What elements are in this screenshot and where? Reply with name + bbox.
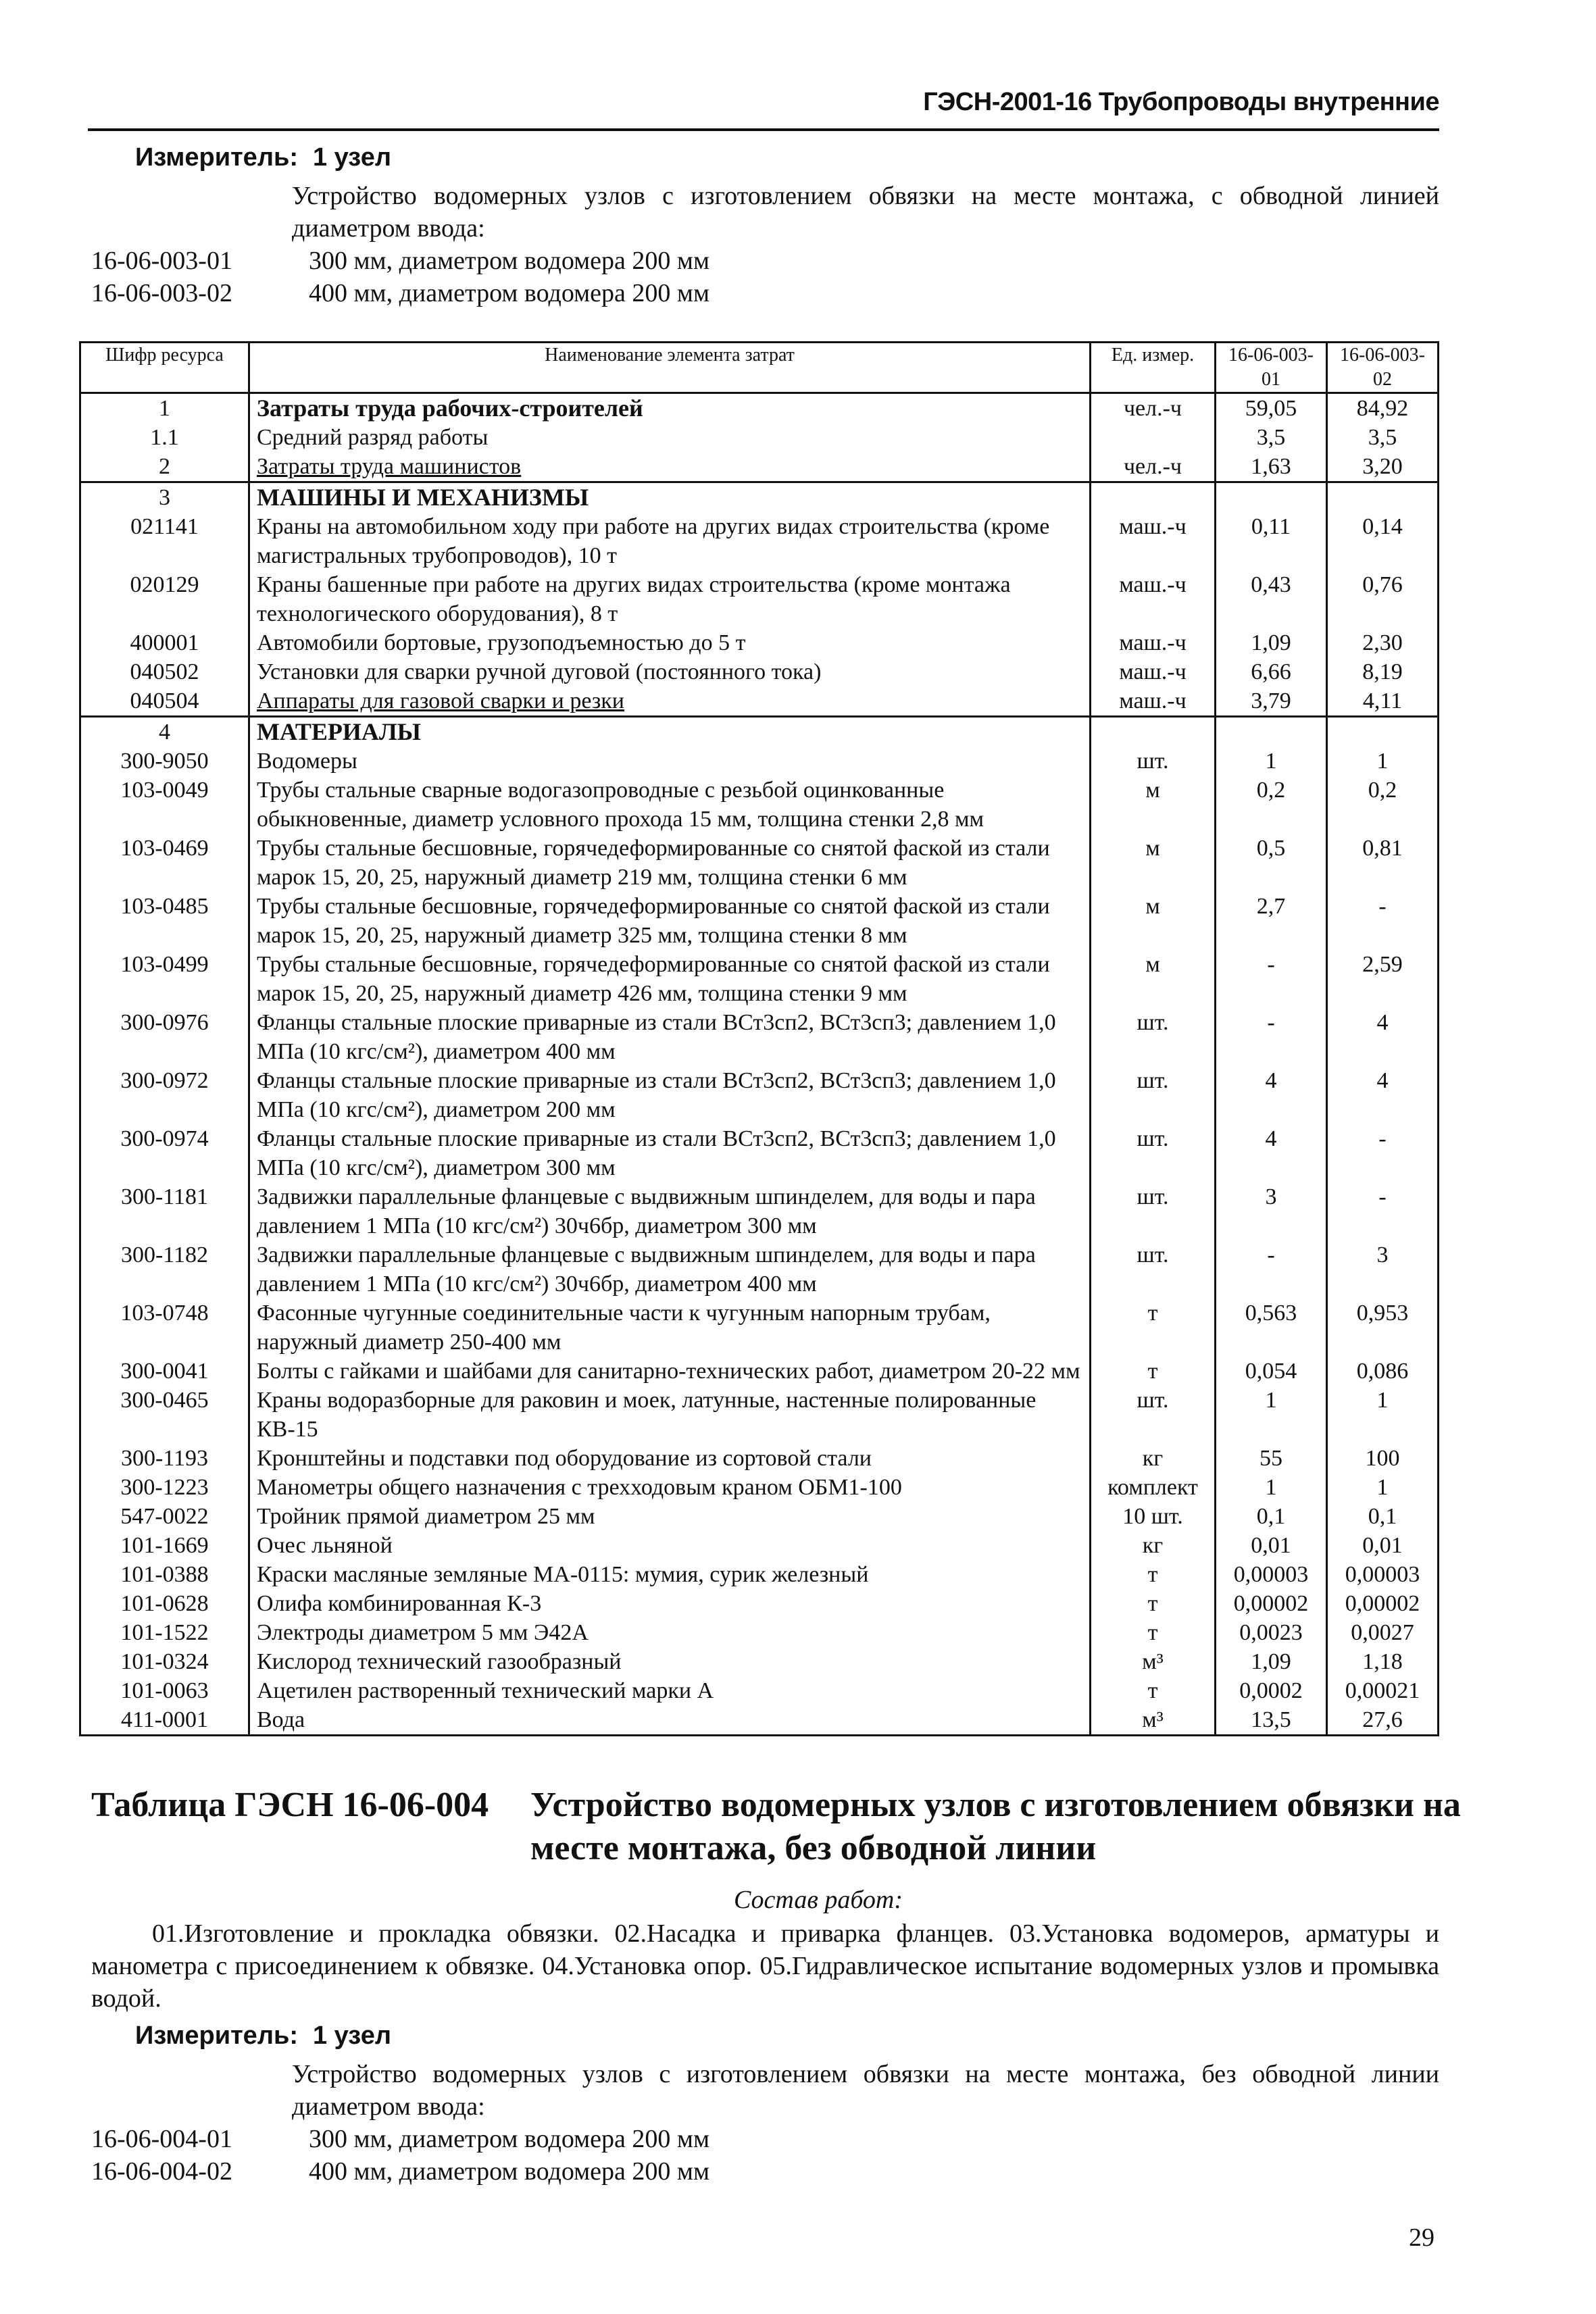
table-row — [80, 1647, 1439, 1676]
resource-code-cell: 103-0469 — [80, 834, 249, 892]
norm-text: 400 мм, диаметром водомера 200 мм — [309, 2157, 710, 2186]
resource-name-cell: Автомобили бортовые, грузоподъемностью до 5 т — [249, 628, 1091, 657]
table-row — [80, 1240, 1439, 1299]
meter-label: Измеритель: — [135, 143, 298, 172]
table-row — [80, 1066, 1439, 1124]
value-col2-cell: 4,11 — [1327, 686, 1439, 717]
code-line — [91, 2155, 709, 2188]
value-col1-cell: 1,09 — [1216, 1647, 1327, 1676]
meter-line — [135, 143, 391, 172]
unit-cell: кг — [1091, 1531, 1216, 1560]
value-col2-cell: 4 — [1327, 1008, 1439, 1066]
resource-name-cell: Водомеры — [249, 747, 1091, 776]
value-col2-cell: 1,18 — [1327, 1647, 1439, 1676]
value-col1-cell: 0,0002 — [1216, 1676, 1327, 1705]
value-col2-cell: 0,01 — [1327, 1531, 1439, 1560]
table-row — [80, 747, 1439, 776]
resource-name-cell: Средний разряд работы — [249, 423, 1091, 452]
unit-cell: кг — [1091, 1444, 1216, 1473]
resource-name-cell: Манометры общего назначения с трехходовым краном ОБМ1-100 — [249, 1473, 1091, 1502]
header-code: Шифр ресурса — [80, 343, 249, 393]
resource-code-cell: 103-0049 — [80, 776, 249, 834]
value-col1-cell: 0,563 — [1216, 1299, 1327, 1357]
unit-cell: комплект — [1091, 1473, 1216, 1502]
resource-name-cell: Фланцы стальные плоские приварные из стали ВСт3сп2, ВСт3сп3; давлением 1,0 МПа (10 кгс/см²), диаметром 400 мм — [249, 1008, 1091, 1066]
unit-cell: м — [1091, 776, 1216, 834]
page-number: 29 — [1409, 2223, 1435, 2252]
resource-code-cell: 547-0022 — [80, 1502, 249, 1531]
unit-cell: чел.-ч — [1091, 393, 1216, 424]
value-col2-cell — [1327, 482, 1439, 513]
value-col1-cell: 3 — [1216, 1182, 1327, 1240]
unit-cell: маш.-ч — [1091, 657, 1216, 686]
table-row — [80, 1008, 1439, 1066]
unit-cell: м³ — [1091, 1705, 1216, 1736]
work-composition-text: 01.Изготовление и прокладка обвязки. 02.Насадка и приварка фланцев. 03.Установка водомеров, арматуры и манометра с присоединением к обвязке. 04.Установка опор. 05.Гидравлическое испытание водомерных узлов и промывка водой. — [91, 1919, 1439, 2013]
value-col1-cell: - — [1216, 950, 1327, 1008]
code-line — [91, 245, 709, 277]
unit-cell — [1091, 717, 1216, 747]
value-col2-cell: - — [1327, 1124, 1439, 1182]
value-col2-cell: 84,92 — [1327, 393, 1439, 424]
resource-name-cell: Фланцы стальные плоские приварные из стали ВСт3сп2, ВСт3сп3; давлением 1,0 МПа (10 кгс/см²), диаметром 200 мм — [249, 1066, 1091, 1124]
table-row — [80, 423, 1439, 452]
resource-name-cell: Ацетилен растворенный технический марки А — [249, 1676, 1091, 1705]
value-col1-cell: 1 — [1216, 747, 1327, 776]
resource-code-cell: 101-0063 — [80, 1676, 249, 1705]
value-col2-cell: 4 — [1327, 1066, 1439, 1124]
unit-cell: маш.-ч — [1091, 686, 1216, 717]
value-col2-cell: 0,953 — [1327, 1299, 1439, 1357]
resource-code-cell: 103-0748 — [80, 1299, 249, 1357]
unit-cell: шт. — [1091, 1008, 1216, 1066]
resource-code-cell: 101-1522 — [80, 1618, 249, 1647]
table-row — [80, 1676, 1439, 1705]
value-col1-cell: 3,79 — [1216, 686, 1327, 717]
resource-name-cell: Тройник прямой диаметром 25 мм — [249, 1502, 1091, 1531]
header-col2: 16-06-003-02 — [1327, 343, 1439, 393]
running-header: ГЭСН-2001-16 Трубопроводы внутренние — [923, 88, 1439, 116]
unit-cell: шт. — [1091, 1240, 1216, 1299]
value-col1-cell: 3,5 — [1216, 423, 1327, 452]
resource-code-cell: 1 — [80, 393, 249, 424]
norm-text: 300 мм, диаметром водомера 200 мм — [309, 247, 710, 275]
table-row — [80, 1357, 1439, 1386]
meter-value: 1 узел — [312, 143, 391, 172]
resource-code-cell: 300-1193 — [80, 1444, 249, 1473]
unit-cell: маш.-ч — [1091, 512, 1216, 570]
meter-value: 1 узел — [312, 2021, 391, 2050]
table-row — [80, 1560, 1439, 1589]
unit-cell: шт. — [1091, 1124, 1216, 1182]
resource-code-cell: 300-0465 — [80, 1386, 249, 1444]
table-row — [80, 1502, 1439, 1531]
table-row — [80, 1473, 1439, 1502]
value-col2-cell: 0,00003 — [1327, 1560, 1439, 1589]
table-title: Устройство водомерных узлов с изготовлением обвязки на месте монтажа, без обводной линии — [530, 1786, 1461, 1867]
value-col1-cell: 0,0023 — [1216, 1618, 1327, 1647]
unit-cell: м³ — [1091, 1647, 1216, 1676]
value-col1-cell: 0,2 — [1216, 776, 1327, 834]
unit-cell: шт. — [1091, 1386, 1216, 1444]
resource-name-cell: Краны водоразборные для раковин и моек, латунные, настенные полированные КВ-15 — [249, 1386, 1091, 1444]
norm-code: 16-06-004-01 — [91, 2125, 232, 2153]
resource-name-cell: Фасонные чугунные соединительные части к чугунным напорным трубам, наружный диаметр 250-400 мм — [249, 1299, 1091, 1357]
value-col2-cell: 3,20 — [1327, 452, 1439, 482]
resource-code-cell: 300-0976 — [80, 1008, 249, 1066]
value-col1-cell: 1,63 — [1216, 452, 1327, 482]
table-row — [80, 1124, 1439, 1182]
table-row — [80, 1531, 1439, 1560]
table-row — [80, 452, 1439, 482]
value-col1-cell: 6,66 — [1216, 657, 1327, 686]
value-col1-cell: 13,5 — [1216, 1705, 1327, 1736]
unit-cell: м — [1091, 892, 1216, 950]
resource-name-cell: Трубы стальные бесшовные, горячедеформированные со снятой фаской из стали марок 15, 20, 25, наружный диаметр 325 мм, толщина стенки 8 мм — [249, 892, 1091, 950]
value-col2-cell: 2,30 — [1327, 628, 1439, 657]
norm-text: 400 мм, диаметром водомера 200 мм — [309, 279, 710, 307]
resource-code-cell: 101-1669 — [80, 1531, 249, 1560]
meter-line — [135, 2021, 391, 2051]
resource-code-cell: 101-0388 — [80, 1560, 249, 1589]
table-row — [80, 1705, 1439, 1736]
resource-name-cell: Очес льняной — [249, 1531, 1091, 1560]
resource-name-cell: Краны башенные при работе на других видах строительства (кроме монтажа технологического оборудования), 8 т — [249, 570, 1091, 628]
value-col2-cell: 0,0027 — [1327, 1618, 1439, 1647]
value-col2-cell: 0,76 — [1327, 570, 1439, 628]
value-col2-cell: 2,59 — [1327, 950, 1439, 1008]
norm-code: 16-06-004-02 — [91, 2157, 232, 2186]
unit-cell: т — [1091, 1299, 1216, 1357]
value-col2-cell: 3,5 — [1327, 423, 1439, 452]
table-row — [80, 686, 1439, 717]
value-col2-cell: 1 — [1327, 1386, 1439, 1444]
value-col1-cell: 1 — [1216, 1386, 1327, 1444]
value-col1-cell: 2,7 — [1216, 892, 1327, 950]
unit-cell — [1091, 423, 1216, 452]
code-line — [91, 277, 709, 309]
resource-name-cell: Болты с гайками и шайбами для санитарно-технических работ, диаметром 20-22 мм — [249, 1357, 1091, 1386]
value-col1-cell: 0,11 — [1216, 512, 1327, 570]
resource-code-cell: 300-0041 — [80, 1357, 249, 1386]
resource-code-cell: 300-0972 — [80, 1066, 249, 1124]
value-col1-cell: 59,05 — [1216, 393, 1327, 424]
value-col2-cell: 1 — [1327, 747, 1439, 776]
table-row — [80, 482, 1439, 513]
value-col2-cell: 0,086 — [1327, 1357, 1439, 1386]
resource-name-cell: Задвижки параллельные фланцевые с выдвижным шпинделем, для воды и пара давлением 1 МПа (10 кгс/см²) 30ч6бр, диаметром 400 мм — [249, 1240, 1091, 1299]
resource-code-cell: 300-1182 — [80, 1240, 249, 1299]
table-row — [80, 1182, 1439, 1240]
unit-cell: маш.-ч — [1091, 628, 1216, 657]
value-col1-cell: 0,1 — [1216, 1502, 1327, 1531]
table-row — [80, 512, 1439, 570]
resource-name-cell: Фланцы стальные плоские приварные из стали ВСт3сп2, ВСт3сп3; давлением 1,0 МПа (10 кгс/см²), диаметром 300 мм — [249, 1124, 1091, 1182]
value-col2-cell — [1327, 717, 1439, 747]
value-col1-cell: 0,00002 — [1216, 1589, 1327, 1618]
table-row — [80, 1618, 1439, 1647]
value-col1-cell: 55 — [1216, 1444, 1327, 1473]
resource-name-cell: Кислород технический газообразный — [249, 1647, 1091, 1676]
value-col1-cell: 4 — [1216, 1066, 1327, 1124]
table-row — [80, 628, 1439, 657]
table-row — [80, 657, 1439, 686]
resource-code-cell: 300-0974 — [80, 1124, 249, 1182]
value-col2-cell: 0,2 — [1327, 776, 1439, 834]
resource-name-cell: Олифа комбинированная К-3 — [249, 1589, 1091, 1618]
resource-name-cell: Кронштейны и подставки под оборудование из сортовой стали — [249, 1444, 1091, 1473]
table-row — [80, 1299, 1439, 1357]
resource-name-cell: Установки для сварки ручной дуговой (постоянного тока) — [249, 657, 1091, 686]
value-col1-cell: - — [1216, 1008, 1327, 1066]
unit-cell: 10 шт. — [1091, 1502, 1216, 1531]
norm-text: 300 мм, диаметром водомера 200 мм — [309, 2125, 710, 2153]
header-rule — [88, 128, 1439, 131]
value-col1-cell: 4 — [1216, 1124, 1327, 1182]
resource-name-cell: Затраты труда рабочих-строителей — [249, 393, 1091, 424]
header-col1: 16-06-003-01 — [1216, 343, 1327, 393]
resource-name-cell: Вода — [249, 1705, 1091, 1736]
unit-cell: т — [1091, 1676, 1216, 1705]
resource-code-cell: 4 — [80, 717, 249, 747]
value-col1-cell: 0,054 — [1216, 1357, 1327, 1386]
code-line — [91, 2123, 709, 2155]
resource-name-cell: Электроды диаметром 5 мм Э42А — [249, 1618, 1091, 1647]
unit-cell: м — [1091, 834, 1216, 892]
value-col2-cell: - — [1327, 1182, 1439, 1240]
table-row — [80, 393, 1439, 424]
resource-code-cell: 1.1 — [80, 423, 249, 452]
table-row — [80, 892, 1439, 950]
value-col2-cell: 0,14 — [1327, 512, 1439, 570]
value-col2-cell: 100 — [1327, 1444, 1439, 1473]
value-col2-cell: 3 — [1327, 1240, 1439, 1299]
value-col1-cell: - — [1216, 1240, 1327, 1299]
resource-code-cell: 3 — [80, 482, 249, 513]
table-row — [80, 834, 1439, 892]
unit-cell: шт. — [1091, 1182, 1216, 1240]
table-row — [80, 950, 1439, 1008]
value-col1-cell: 0,43 — [1216, 570, 1327, 628]
resource-code-cell: 103-0499 — [80, 950, 249, 1008]
resource-code-cell: 101-0324 — [80, 1647, 249, 1676]
resource-code-cell: 020129 — [80, 570, 249, 628]
table-row — [80, 776, 1439, 834]
table-label: Таблица ГЭСН 16-06-004 — [91, 1786, 489, 1824]
value-col2-cell: 1 — [1327, 1473, 1439, 1502]
resource-name-cell: Задвижки параллельные фланцевые с выдвижным шпинделем, для воды и пара давлением 1 МПа (10 кгс/см²) 30ч6бр, диаметром 300 мм — [249, 1182, 1091, 1240]
value-col1-cell — [1216, 482, 1327, 513]
value-col2-cell: 27,6 — [1327, 1705, 1439, 1736]
unit-cell: т — [1091, 1589, 1216, 1618]
value-col2-cell: 0,00021 — [1327, 1676, 1439, 1705]
value-col1-cell: 1 — [1216, 1473, 1327, 1502]
resource-name-cell: Трубы стальные сварные водогазопроводные с резьбой оцинкованные обыкновенные, диаметр условного прохода 15 мм, толщина стенки 2,8 мм — [249, 776, 1091, 834]
table-row — [80, 570, 1439, 628]
resource-name-cell: Краски масляные земляные МА-0115: мумия, сурик железный — [249, 1560, 1091, 1589]
value-col2-cell: 0,00002 — [1327, 1589, 1439, 1618]
table-body — [80, 393, 1439, 1736]
unit-cell: т — [1091, 1618, 1216, 1647]
resource-name-cell: Затраты труда машинистов — [249, 452, 1091, 482]
value-col2-cell: 0,81 — [1327, 834, 1439, 892]
resource-name-cell: Краны на автомобильном ходу при работе на других видах строительства (кроме магистральных трубопроводов), 10 т — [249, 512, 1091, 570]
unit-cell: шт. — [1091, 1066, 1216, 1124]
unit-cell — [1091, 482, 1216, 513]
value-col2-cell: - — [1327, 892, 1439, 950]
unit-cell: м — [1091, 950, 1216, 1008]
value-col1-cell: 0,00003 — [1216, 1560, 1327, 1589]
unit-cell: т — [1091, 1560, 1216, 1589]
table-row — [80, 1386, 1439, 1444]
norm-code: 16-06-003-01 — [91, 247, 232, 275]
header-name: Наименование элемента затрат — [249, 343, 1091, 393]
header-unit: Ед. измер. — [1091, 343, 1216, 393]
table-header-row — [80, 343, 1439, 393]
resource-name-cell: Аппараты для газовой сварки и резки — [249, 686, 1091, 717]
table-row — [80, 1589, 1439, 1618]
resource-code-cell: 021141 — [80, 512, 249, 570]
value-col1-cell — [1216, 717, 1327, 747]
resource-code-cell: 400001 — [80, 628, 249, 657]
value-col1-cell: 0,01 — [1216, 1531, 1327, 1560]
unit-cell: маш.-ч — [1091, 570, 1216, 628]
resource-code-cell: 101-0628 — [80, 1589, 249, 1618]
meter-label: Измеритель: — [135, 2021, 298, 2050]
resource-code-cell: 300-9050 — [80, 747, 249, 776]
resource-name-cell: МАТЕРИАЛЫ — [249, 717, 1091, 747]
resource-code-cell: 2 — [80, 452, 249, 482]
resource-code-cell: 040502 — [80, 657, 249, 686]
work-composition-title: Состав работ: — [733, 1886, 903, 1914]
resource-name-cell: МАШИНЫ И МЕХАНИЗМЫ — [249, 482, 1091, 513]
block-description: Устройство водомерных узлов с изготовлением обвязки на месте монтажа, с обводной линией диаметром ввода: — [292, 182, 1439, 243]
table-row — [80, 717, 1439, 747]
resource-name-cell: Трубы стальные бесшовные, горячедеформированные со снятой фаской из стали марок 15, 20, 25, наружный диаметр 426 мм, толщина стенки 9 мм — [249, 950, 1091, 1008]
unit-cell: т — [1091, 1357, 1216, 1386]
value-col2-cell: 8,19 — [1327, 657, 1439, 686]
unit-cell: шт. — [1091, 747, 1216, 776]
unit-cell: чел.-ч — [1091, 452, 1216, 482]
resource-code-cell: 040504 — [80, 686, 249, 717]
resource-code-cell: 103-0485 — [80, 892, 249, 950]
norm-code: 16-06-003-02 — [91, 279, 232, 307]
resource-code-cell: 300-1223 — [80, 1473, 249, 1502]
resource-code-cell: 300-1181 — [80, 1182, 249, 1240]
value-col1-cell: 1,09 — [1216, 628, 1327, 657]
table-row — [80, 1444, 1439, 1473]
resource-table — [79, 341, 1439, 1736]
value-col2-cell: 0,1 — [1327, 1502, 1439, 1531]
resource-code-cell: 411-0001 — [80, 1705, 249, 1736]
block-description: Устройство водомерных узлов с изготовлением обвязки на месте монтажа, без обводной линии диаметром ввода: — [292, 2060, 1439, 2121]
value-col1-cell: 0,5 — [1216, 834, 1327, 892]
resource-name-cell: Трубы стальные бесшовные, горячедеформированные со снятой фаской из стали марок 15, 20, 25, наружный диаметр 219 мм, толщина стенки 6 мм — [249, 834, 1091, 892]
